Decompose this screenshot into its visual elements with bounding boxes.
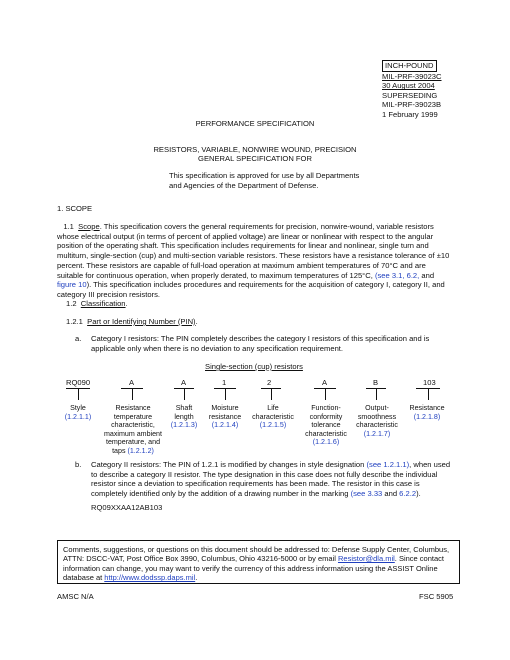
pin-desc-ref[interactable]: (1.2.1.4) [211, 421, 239, 430]
pin-connector [271, 388, 272, 400]
pin-desc-text: Moisture resistance [208, 404, 242, 421]
fsc-label: FSC 5905 [419, 592, 454, 601]
item-a-label: a. [75, 334, 82, 343]
pin-desc-text: Output-smoothness characteristic [356, 404, 398, 430]
pin-desc-resistance [404, 404, 450, 421]
comments-text2: . Since contact information can change, you may want to verify the currency of this address information using the ASSIST Online database at [63, 554, 444, 583]
classification-number: 1.2 [66, 299, 77, 308]
scope-text3: ). This specification includes procedures and requirements for the acquisition of category I, category II, and category III precision resistors. [57, 280, 445, 300]
pin-desc-ref[interactable]: (1.2.1.6) [312, 438, 340, 447]
assist-url-link[interactable]: http://www.dodssp.daps.mil [104, 573, 196, 583]
item-b-label: b. [75, 460, 82, 469]
item-b-text3: and [382, 489, 400, 499]
document-header [382, 60, 442, 120]
pin-connector [184, 388, 185, 400]
pin-desc-ref[interactable]: (1.2.1.2) [127, 446, 154, 455]
pin-desc-smoothness [354, 404, 400, 438]
inch-pound-label: INCH-POUND [382, 60, 437, 72]
pin-connector [325, 388, 326, 400]
item-b-text1: Category II resistors: The PIN of 1.2.1 is modified by changes in style designation [91, 460, 367, 469]
approval-line2: and Agencies of the Department of Defense. [169, 180, 319, 190]
pin-code-style: RQ090 [66, 378, 91, 387]
pin-desc-shaft [166, 404, 202, 430]
pin-connector [376, 388, 377, 400]
pin-label: Part or Identifying Number (PIN) [87, 317, 196, 326]
amsc-label: AMSC N/A [57, 592, 94, 601]
item-b-link-6-2-2[interactable]: 6.2.2 [399, 489, 417, 499]
pin-code-moisture: 1 [222, 378, 227, 387]
scope-number: 1.1 [63, 222, 74, 231]
pin-desc-temperature [100, 404, 166, 456]
superseded-document: MIL-PRF-39023B [382, 100, 442, 110]
pin-desc-ref[interactable]: (1.2.1.3) [170, 421, 198, 430]
pin-code-shaft: A [181, 378, 187, 387]
pin-desc-text: Shaft length [174, 404, 194, 421]
pin-desc-text: Life characteristic [252, 404, 294, 421]
spec-title-line2: GENERAL SPECIFICATION FOR [198, 154, 312, 163]
pin-desc-ref[interactable]: (1.2.1.1) [64, 412, 92, 421]
pin-code-resistance: 103 [423, 378, 436, 387]
item-b-link-1-2-1-1[interactable]: (see 1.2.1.1) [366, 460, 410, 469]
superseding-label: SUPERSEDING [382, 90, 438, 100]
document-date: 30 August 2004 [382, 81, 435, 91]
comments-text3: . [195, 573, 198, 583]
pin-end: . [195, 317, 198, 326]
pin-desc-text: Resistance [409, 404, 445, 412]
pin-desc-text: Resistance temperature characteristic, maximum ambient temperature, and taps [104, 404, 162, 455]
approval-line1: This specification is approved for use by all Departments [169, 171, 360, 180]
classification-label: Classification [80, 299, 126, 308]
pin-diagram-title: Single-section (cup) resistors [205, 362, 303, 371]
pin-connector [78, 388, 79, 400]
pin-desc-life [248, 404, 298, 430]
classification-heading [66, 299, 128, 309]
pin-code-life: 2 [267, 378, 272, 387]
scope-paragraph [57, 222, 452, 300]
item-b-text [91, 460, 452, 499]
performance-spec-title: PERFORMANCE SPECIFICATION [195, 119, 315, 128]
pin-number: 1.2.1 [66, 317, 83, 326]
pin-code-conformity: A [322, 378, 328, 387]
email-link[interactable]: Resistor@dla.mil [337, 554, 395, 564]
item-b-link-3-33[interactable]: (see 3.33 [350, 489, 383, 499]
pin-desc-ref[interactable]: (1.2.1.7) [363, 429, 391, 438]
pin-desc-moisture [204, 404, 246, 430]
pin-connector [132, 388, 133, 400]
pin-heading [66, 317, 198, 327]
pin-code-temperature: A [129, 378, 135, 387]
comments-box [57, 540, 460, 584]
scope-label: Scope [78, 222, 100, 231]
pin-desc-text: Function-conformity tolerance characteristic [305, 404, 347, 438]
classification-end: . [125, 299, 128, 308]
scope-heading: 1. SCOPE [57, 204, 93, 213]
scope-text1: . This specification covers the general requirements for precision, nonwire-wound, variable resistors whose electrical output (in terms of percent of applied voltage) are linear or nonlinear with respect to the angular position of the operating shaft. This specification includes requirements for linear and nonlinear, single turn and multiturn, single-section (cup) and multi-section variable resistors. These resistors have a resistance tolerance of ±10 percent. These resistors are capable of full-load operation at maximum ambient temperatures of 70°C and are suitable for continuous operation, when properly derated, to maximum temperatures of 125°C, [57, 222, 450, 280]
pin-connector [428, 388, 429, 400]
pin-desc-text: Style [70, 404, 86, 412]
item-b-text2: , when used to describe a category II resistor. The type designation in this case does not fully describe the individual resistor since a deviation to specification requirements has been made. The resistor in this case is completely identified only by the addition of a drawing number in the marking [91, 460, 451, 499]
approval-statement [169, 171, 359, 190]
pin-desc-ref[interactable]: (1.2.1.5) [259, 421, 287, 430]
scope-text2: and [419, 270, 435, 280]
pin-desc-style [56, 404, 100, 421]
scope-link-figure-10[interactable]: figure 10 [57, 280, 87, 290]
scope-link-3-1[interactable]: (see 3.1, 6.2, [374, 270, 420, 280]
comments-text1: Comments, suggestions, or questions on this document should be addressed to: Defense Supply Center, Columbus, ATTN: DSCC-VAT, Post Office Box 3990, Columbus, Ohio 43216-5000 or by email [63, 545, 450, 564]
pin-desc-ref[interactable]: (1.2.1.8) [413, 412, 441, 421]
pin-desc-conformity [300, 404, 352, 447]
pin-connector [225, 388, 226, 400]
spec-title-line1: RESISTORS, VARIABLE, NONWIRE WOUND, PRECISION [153, 145, 357, 154]
item-b-text4: ). [416, 489, 421, 499]
pin-example: RQ09XXAA12AB103 [91, 503, 163, 512]
item-a-text: Category I resistors: The PIN completely describes the category I resistors of this specification and is applicable only when there is no deviation to any specification requirement. [91, 334, 430, 353]
pin-code-smoothness: B [373, 378, 379, 387]
superseded-date: 1 February 1999 [382, 109, 438, 119]
document-number: MIL-PRF-39023C [382, 71, 442, 81]
